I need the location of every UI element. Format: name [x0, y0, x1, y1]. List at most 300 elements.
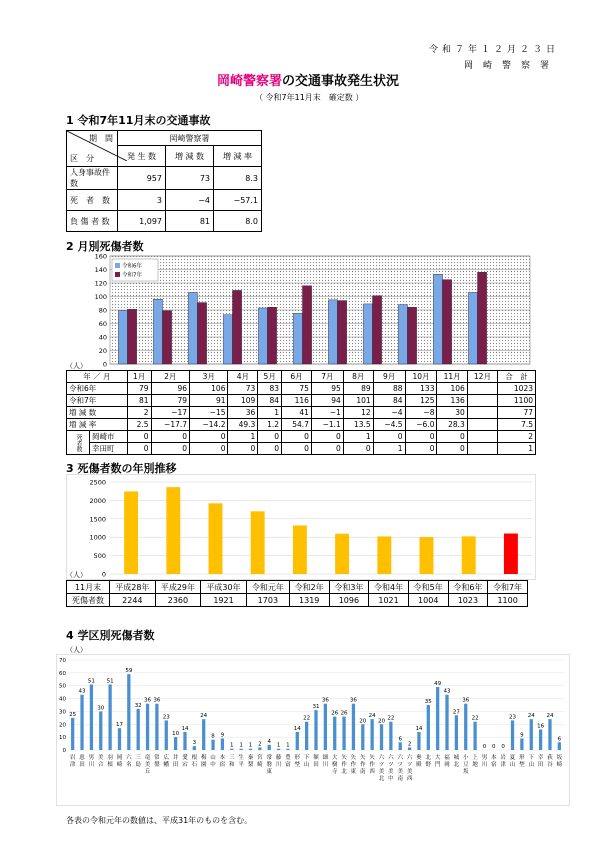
svg-text:福: 福 [444, 755, 450, 761]
svg-text:北: 北 [378, 776, 385, 782]
y-tick-label: 1500 [89, 515, 106, 524]
year-label: 令和元年 [246, 581, 289, 594]
svg-text:常: 常 [154, 755, 160, 761]
section3-title: 3 死傷者数の年別推移 [66, 462, 177, 475]
category-label [510, 753, 516, 768]
station-label: 岡崎警察署 [118, 131, 262, 146]
y-tick-label: 70 [59, 658, 66, 664]
data-label: 43 [78, 688, 86, 695]
cell: −4 [373, 407, 405, 419]
svg-text:磐: 磐 [266, 762, 272, 768]
category-label [519, 753, 525, 768]
data-label: 36 [349, 697, 357, 704]
month-col: 11月 [437, 371, 467, 383]
bar-r7 [478, 272, 487, 364]
svg-text:ツ: ツ [378, 762, 385, 768]
svg-text:三: 三 [135, 755, 141, 761]
total-cell: 77 [498, 407, 536, 419]
svg-text:樹: 樹 [331, 762, 338, 768]
svg-text:六: 六 [388, 755, 394, 761]
category-label [164, 753, 170, 768]
cell: 84 [258, 395, 282, 407]
year-label: 令和7年 [488, 581, 528, 594]
col-header: 増 減 率 [214, 146, 262, 167]
cell: −14.2 [190, 419, 228, 431]
cell: 88 [373, 383, 405, 395]
svg-text:北: 北 [453, 762, 460, 768]
bar-r6 [363, 304, 372, 364]
svg-text:岩: 岩 [69, 755, 76, 761]
bar-year [504, 534, 518, 574]
row-label: 岡崎市 [90, 431, 128, 443]
data-label: 6 [398, 736, 402, 743]
svg-text:美: 美 [406, 769, 413, 775]
cell: 84 [373, 395, 405, 407]
cell: 0 [405, 431, 437, 443]
svg-text:荻: 荻 [547, 755, 553, 761]
data-label: 1 [230, 742, 234, 749]
category-label [107, 753, 113, 768]
month-col: 1月 [127, 371, 151, 383]
cell: 0 [437, 443, 467, 455]
cell: 49.3 [228, 419, 258, 431]
svg-text:本: 本 [219, 755, 226, 761]
svg-text:川: 川 [275, 762, 282, 768]
svg-text:南: 南 [360, 769, 366, 775]
table-row [67, 419, 536, 431]
month-col: 2月 [151, 371, 189, 383]
data-label: 24 [527, 713, 535, 720]
data-label: 16 [537, 723, 545, 730]
total-cell: 2 [498, 431, 536, 443]
month-col: 9月 [373, 371, 405, 383]
svg-text:羽: 羽 [107, 755, 113, 761]
cell: 30 [437, 407, 467, 419]
bar-district [108, 684, 111, 750]
data-label: 32 [134, 702, 142, 709]
row-label: 増 減 数 [67, 407, 128, 419]
svg-text:常: 常 [266, 755, 272, 761]
svg-text:中: 中 [388, 776, 394, 782]
year-label: 令和6年 [448, 581, 488, 594]
year-label: 令和2年 [289, 581, 329, 594]
data-label: 0 [501, 744, 505, 750]
bar-district [464, 704, 467, 750]
svg-text:下: 下 [528, 755, 535, 761]
col-header: 発 生 数 [118, 146, 166, 167]
cell [467, 407, 497, 419]
cell: 83 [258, 383, 282, 395]
data-label: 23 [162, 714, 170, 721]
svg-text:ツ: ツ [406, 762, 413, 768]
bar-r7 [128, 309, 137, 364]
cell: −1.1 [311, 419, 343, 431]
category-label [557, 753, 563, 768]
cell: 75 [282, 383, 312, 395]
bar-district [183, 732, 186, 750]
cell: −1 [311, 407, 343, 419]
cell: −57.1 [214, 190, 262, 211]
cell: 41 [282, 407, 312, 419]
data-label: 14 [415, 726, 423, 732]
svg-text:岡: 岡 [116, 755, 123, 761]
cell: 0 [282, 443, 312, 455]
data-label: 36 [153, 697, 161, 704]
bar-year [462, 536, 476, 574]
cell: 0 [282, 431, 312, 443]
svg-text:宕: 宕 [182, 762, 188, 768]
cell: 0 [127, 431, 151, 443]
data-label: 24 [368, 713, 376, 720]
svg-text:川: 川 [481, 762, 488, 768]
section2-title: 2 月別死傷者数 [66, 240, 144, 253]
bar-district [399, 742, 402, 750]
category-label [117, 753, 123, 768]
svg-text:男: 男 [481, 755, 488, 761]
svg-text:津: 津 [500, 762, 506, 768]
district-chart [56, 654, 570, 806]
title-station: 岡崎警察署 [217, 74, 283, 89]
cell: 0 [151, 443, 189, 455]
cell: 136 [437, 395, 467, 407]
cell: 54.7 [282, 419, 312, 431]
data-label: 24 [200, 713, 208, 720]
svg-text:中: 中 [210, 762, 216, 768]
svg-text:東: 東 [266, 769, 272, 775]
data-label: 36 [144, 697, 152, 704]
bar-district [436, 687, 439, 750]
cell [467, 383, 497, 395]
cell: 8.0 [214, 211, 262, 232]
bar-year [420, 537, 434, 574]
svg-text:富: 富 [285, 762, 291, 768]
row-label: 増 減 率 [67, 419, 128, 431]
svg-text:竜: 竜 [144, 755, 151, 761]
data-label: 1 [276, 742, 281, 749]
bar-district [146, 704, 149, 750]
cell: −4.5 [373, 419, 405, 431]
category-label [351, 753, 357, 775]
chart3-unit: （人） [66, 571, 87, 579]
y-tick-label: 0 [101, 570, 106, 579]
svg-text:崎: 崎 [257, 762, 263, 768]
bar-district [417, 732, 420, 750]
cell: 81 [166, 211, 214, 232]
table-row [67, 383, 536, 395]
table-corner [67, 131, 118, 167]
bar-r6 [433, 274, 442, 364]
bar-year [166, 487, 180, 574]
svg-text:六: 六 [126, 755, 132, 761]
category-label [463, 753, 469, 775]
subtitle: （ 令和7年11月末 確定数 ） [255, 93, 364, 102]
svg-text:田: 田 [313, 762, 319, 768]
cell: 0 [405, 443, 437, 455]
svg-text:生: 生 [238, 755, 244, 761]
title-rest: の交通事故発生状況 [282, 74, 400, 89]
data-label: 17 [115, 722, 123, 729]
y-tick-label: 80 [98, 306, 107, 315]
svg-text:美: 美 [97, 755, 104, 761]
bar-r7 [233, 290, 242, 364]
svg-text:幸: 幸 [537, 755, 544, 761]
svg-text:山: 山 [528, 762, 535, 768]
cell: 1 [258, 407, 282, 419]
legend-label: 令和6年 [122, 263, 142, 270]
bar-r7 [443, 280, 452, 364]
svg-text:藤: 藤 [275, 755, 282, 761]
svg-text:矢: 矢 [350, 755, 357, 761]
row-label: 幸田町 [90, 443, 128, 455]
svg-text:秦: 秦 [247, 755, 254, 761]
svg-text:坂: 坂 [556, 755, 563, 761]
svg-text:野: 野 [425, 762, 432, 768]
svg-text:山: 山 [303, 762, 310, 768]
svg-text:愛: 愛 [182, 755, 188, 761]
svg-text:奥: 奥 [416, 755, 422, 761]
svg-text:根: 根 [107, 762, 113, 768]
cell: 0 [311, 443, 343, 455]
category-label [210, 753, 216, 768]
bar-district [427, 705, 430, 750]
month-col: 8月 [343, 371, 373, 383]
category-label [369, 753, 375, 775]
data-label: 20 [378, 718, 386, 725]
bar-district [258, 747, 261, 750]
cell: 2 [127, 407, 151, 419]
category-label [295, 753, 301, 768]
bar-r6 [258, 308, 267, 364]
category-label [70, 753, 76, 768]
data-label: 22 [303, 715, 311, 722]
bar-district [90, 684, 93, 750]
yearly-chart [66, 474, 536, 580]
data-label: 4 [267, 738, 271, 745]
svg-text:埜: 埜 [519, 762, 525, 768]
svg-text:作: 作 [350, 762, 357, 768]
svg-text:幡: 幡 [163, 762, 170, 768]
bar-district [174, 737, 177, 750]
svg-text:下: 下 [303, 755, 310, 761]
svg-text:上: 上 [472, 755, 478, 761]
cell: 12 [343, 407, 373, 419]
year-label: 平成29年 [155, 581, 201, 594]
bar-district [286, 749, 289, 750]
svg-text:広: 広 [163, 755, 170, 761]
bar-district [305, 722, 308, 750]
svg-text:宿: 宿 [491, 762, 497, 768]
data-label: 51 [87, 678, 95, 685]
category-label [379, 753, 385, 782]
svg-text:城: 城 [453, 755, 460, 761]
month-col: 6月 [282, 371, 312, 383]
data-label: 22 [471, 715, 479, 722]
bar-district [249, 749, 252, 750]
svg-text:ツ: ツ [397, 762, 403, 768]
svg-text:西: 西 [406, 776, 413, 782]
svg-text:名: 名 [126, 762, 132, 768]
y-tick-label: 2000 [89, 496, 106, 505]
cell: 1 [343, 431, 373, 443]
svg-text:六: 六 [406, 755, 413, 761]
y-tick-label: 1000 [89, 533, 106, 542]
bar-year [377, 536, 391, 574]
bar-district [333, 717, 336, 750]
bar-district [342, 717, 345, 750]
svg-text:美: 美 [388, 769, 394, 775]
category-label [173, 753, 179, 768]
data-label: 3 [192, 740, 197, 747]
bar-r6 [328, 300, 337, 364]
monthly-table [66, 370, 536, 455]
cell: 79 [127, 383, 151, 395]
yearly-table [66, 580, 528, 607]
svg-text:島: 島 [135, 762, 141, 768]
y-tick-label: 100 [94, 293, 107, 301]
category-label [454, 753, 460, 768]
svg-text:形: 形 [294, 755, 301, 761]
page-title [217, 70, 399, 89]
bar-district [520, 738, 523, 750]
cell: 125 [405, 395, 437, 407]
cell: 0 [258, 443, 282, 455]
total-cell: 1023 [498, 383, 536, 395]
cell: 73 [166, 167, 214, 190]
svg-text:田: 田 [537, 762, 544, 768]
bar-r6 [398, 305, 407, 364]
data-label: 9 [220, 732, 225, 739]
bar-r6 [468, 292, 477, 364]
bar-district [314, 710, 317, 750]
year-value: 1023 [448, 594, 488, 607]
cell: 0 [190, 443, 228, 455]
svg-text:西: 西 [369, 769, 375, 775]
svg-text:大: 大 [434, 755, 441, 761]
svg-text:東: 東 [350, 769, 357, 775]
category-label: 区 分 [70, 154, 94, 163]
cell [467, 395, 497, 407]
year-value: 1319 [289, 594, 329, 607]
svg-text:平: 平 [238, 762, 244, 768]
svg-text:埜: 埜 [294, 762, 301, 768]
table-row [67, 190, 262, 211]
accident-summary-table [66, 130, 262, 232]
svg-text:矢: 矢 [369, 755, 375, 761]
category-label [266, 753, 272, 775]
data-label: 22 [387, 715, 395, 722]
cell: 0 [127, 443, 151, 455]
y-tick-label: 2500 [89, 478, 106, 487]
cell: 1 [228, 431, 258, 443]
bar-district [80, 695, 83, 750]
bar-year [209, 503, 223, 574]
category-label [482, 753, 488, 768]
data-label: 2 [407, 741, 412, 748]
cell: 106 [190, 383, 228, 395]
data-label: 31 [312, 704, 320, 711]
section4-title: 4 学区別死傷者数 [66, 629, 155, 642]
svg-text:大: 大 [331, 755, 338, 761]
cell: 1 [373, 443, 405, 455]
data-label: 1 [239, 742, 243, 749]
bar-district [127, 674, 130, 750]
svg-text:園: 園 [200, 762, 207, 768]
cell: 0 [228, 443, 258, 455]
cell: 106 [437, 383, 467, 395]
svg-text:作: 作 [341, 762, 347, 768]
svg-text:田: 田 [79, 762, 85, 768]
bar-district [155, 704, 158, 750]
y-tick-label: 120 [94, 279, 107, 288]
bar-r6 [188, 292, 197, 364]
data-label: 35 [424, 699, 432, 705]
svg-text:岩: 岩 [500, 755, 506, 761]
svg-text:北: 北 [425, 755, 432, 761]
category-label [257, 753, 263, 768]
bar-district [239, 749, 242, 750]
legend [112, 259, 158, 281]
bar-district [137, 709, 140, 750]
cell: 133 [405, 383, 437, 395]
bar-year [124, 491, 138, 574]
cell: 95 [311, 383, 343, 395]
svg-text:合: 合 [97, 762, 104, 768]
y-tick-label: 140 [94, 266, 107, 274]
cell: 2.5 [127, 419, 151, 431]
category-label [416, 753, 422, 768]
data-label: 25 [69, 711, 77, 718]
svg-text:宮: 宮 [257, 755, 263, 761]
month-col: 3月 [190, 371, 228, 383]
svg-text:盤: 盤 [154, 762, 160, 768]
month-col: 5月 [258, 371, 282, 383]
category-label [98, 753, 104, 768]
svg-text:殿: 殿 [416, 762, 422, 768]
year-label: 令和5年 [408, 581, 448, 594]
bar-district [408, 747, 411, 750]
data-label: 1 [248, 742, 253, 749]
year-value: 2244 [110, 594, 156, 607]
bar-r6 [223, 315, 232, 364]
svg-text:ツ: ツ [388, 762, 394, 768]
cell: 89 [343, 383, 373, 395]
data-label: 8 [211, 733, 215, 740]
bar-r7 [163, 311, 172, 364]
data-label: 49 [434, 681, 442, 687]
svg-text:矢: 矢 [341, 755, 347, 761]
cell: 0 [151, 431, 189, 443]
bar-r7 [198, 303, 207, 364]
bar-district [558, 742, 561, 750]
cell: 0 [373, 431, 405, 443]
bar-district [371, 719, 374, 750]
period-label: 期 間 [89, 134, 113, 143]
category-label [491, 753, 497, 768]
cell [467, 431, 497, 443]
chart-frame [57, 655, 570, 806]
year-label: 平成30年 [201, 581, 247, 594]
bar-year [293, 525, 307, 574]
total-cell: 1 [498, 443, 536, 455]
table-row [67, 211, 262, 232]
svg-text:宿: 宿 [219, 762, 226, 768]
bar-year [335, 534, 349, 574]
bar-district [221, 738, 224, 750]
bar-district [118, 728, 121, 750]
bar-district [324, 704, 327, 750]
svg-text:作: 作 [369, 762, 375, 768]
bar-district [361, 724, 364, 750]
